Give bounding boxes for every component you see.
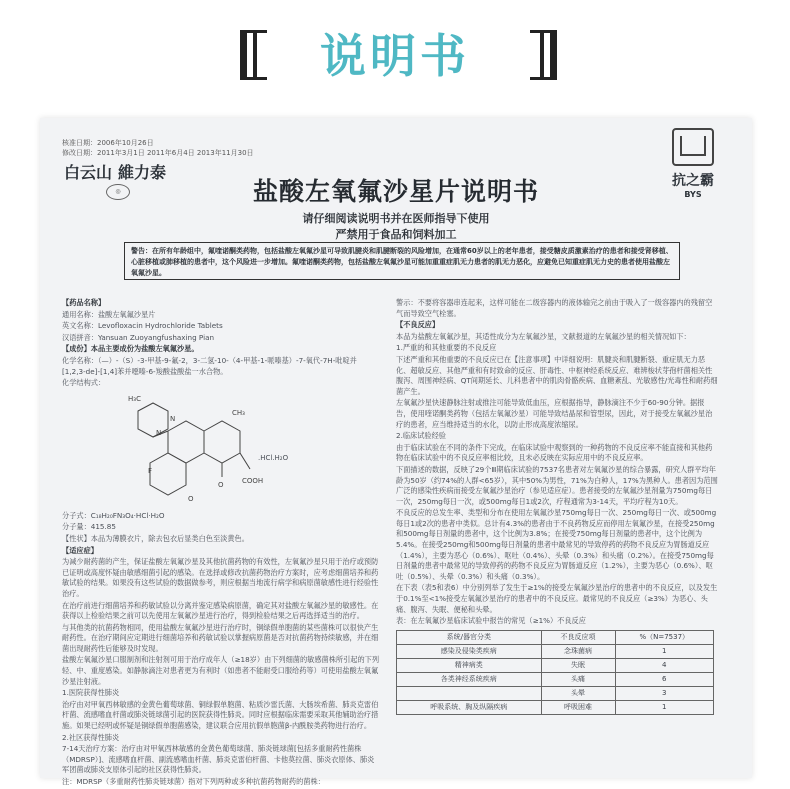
- indication-paragraph: 盐酸左氧氟沙星口服制剂和注射剂可用于治疗成年人（≥18岁）由下列细菌的敏感菌株所引起的下列轻、中、重度感染。如静脉滴注对患者更为有利时（如患者不能耐受口服给药等）可使用盐酸左氧氟沙星注射液。: [62, 655, 380, 686]
- banner: [0, 0, 790, 110]
- table-row: [397, 644, 714, 658]
- right-column: [396, 298, 718, 715]
- table-cell: 呼吸系统、胸及纵隔疾病: [397, 700, 542, 714]
- adverse-paragraph: 左氧氟沙星快速静脉注射或推注可能导致低血压，应根据指导，静脉滴注不少于60-90分钟。据报告，使用喹诺酮类药物（包括左氧氟沙星）可能导致结晶尿和管型尿，因此，对于接受左氧氟沙星治疗的患者，应当维持适当的水化，以防止形成高度浓缩尿。: [396, 398, 713, 429]
- banner-title: 说明书: [320, 29, 470, 83]
- indication-paragraph: 与其他类的抗菌药物相同，使用盐酸左氧氟沙星进行治疗时，铜绿假单胞菌的某些菌株可以很快产生耐药性。在治疗期间应定期进行细菌培养和药敏试验以掌握病原菌是否对抗菌药物持续敏感，并在细菌出现耐药性后能够及时发现。: [62, 622, 379, 653]
- table-cell: 4: [615, 658, 713, 672]
- adverse-paragraph: 不良反应的总发生率、类型和分布在使用左氧氟沙星750mg每日一次、250mg每日一次、或500mg每日1或2次的患者中类似。总计有4.3%的患者由于不良药物反应而停用左氧氟沙星，在接受250mg和500mg每日剂量的患者中，这个比例为3.8%；在接受750mg每日剂量的患者中，这个比例为5.4%。在接受250mg和500mg每日剂量的患者中最常见的导致停药的药物不良反应为胃肠道反应（1.4%），主要为恶心（0.6%）、呕吐（0.4%）、头晕（0.3%）和头痛（0.2%）。在接受750mg每日剂量的患者中最常见的导致停药的药物不良反应为胃肠道反应（1.2%），主要为恶心（0.6%）、呕吐（0.5%）、头晕（0.3%）和头痛（0.3%）。: [396, 508, 717, 581]
- svg-text:O: O: [188, 494, 194, 503]
- adverse-paragraph: 在下表（表5和表6）中分别列举了发生于≥1%的接受左氧氟沙星治疗的患者中的不良反应，以及发生于0.1%至<1%接受左氧氟沙星治疗的患者中的不良反应。最常见的不良反应（≥3%）为恶心、头痛、腹泻、失眠、便秘和头晕。: [396, 583, 718, 614]
- table-row: [397, 700, 714, 714]
- warning-box: 警告：在所有年龄组中，氟喹诺酮类药物，包括盐酸左氧氟沙星可导致肌腱炎和肌腱断裂的风险增加，在通常60岁以上的老年患者，接受糖皮质激素治疗的患者和接受肾移植、心脏移植或肺移植的患者中，这个风险进一步增加。氟喹诺酮类药物，包括盐酸左氧氟沙星可能加重重症肌无力患者的肌无力恶化，应避免已知重症肌无力史的患者使用盐酸左氧氟沙星。: [124, 242, 680, 280]
- molecular-weight: 分子量：415.85: [62, 522, 116, 532]
- approval-date-line: 核准日期：2006年10月26日: [62, 139, 154, 147]
- table-cell: 3: [615, 686, 713, 700]
- brand-bys: BYS: [684, 190, 702, 199]
- table-header-cell: 不良反应项: [541, 630, 615, 644]
- section-drug-name: 【药品名称】: [62, 298, 106, 307]
- english-name: 英文名称：Levofloxacin Hydrochloride Tablets: [62, 321, 223, 331]
- table-header-cell: 系统/器官分类: [397, 630, 542, 644]
- indication-subheading: 2.社区获得性肺炎: [62, 732, 120, 742]
- section-composition: 【成份】本品主要成份为盐酸左氧氟沙星。: [62, 344, 199, 354]
- table-cell: 1: [615, 644, 713, 658]
- indication-paragraph: 为减少耐药菌的产生，保证盐酸左氧氟沙星及其他抗菌药物的有效性，左氧氟沙星只用于治疗或预防已证明或高度怀疑由敏感细菌引起的感染。在选择或修改抗菌药物治疗方案时，应考虑细菌培养和药敏试验的结果。如果没有这些试验的数据做参考，则应根据当地流行病学和病原菌敏感性进行经验性治疗。: [62, 557, 379, 598]
- left-column: [62, 298, 380, 789]
- brand-weilitai: 維力泰: [118, 163, 167, 182]
- table-cell: 失眠: [541, 658, 615, 672]
- document-subtitle-usage: 请仔细阅读说明书并在医师指导下使用: [302, 212, 490, 225]
- table-header-cell: %（N=7537）: [615, 630, 713, 644]
- section-character: 【性状】本品为薄膜衣片，除去包衣后显类白色至淡黄色。: [62, 533, 249, 543]
- table-row: [397, 672, 714, 686]
- document-subtitle-food: 严禁用于食品和饲料加工: [335, 228, 457, 241]
- chemical-name: 化学名称：（—）-（S）-3-甲基-9-氟-2，3-二氢-10-（4-甲基-1-哌嗪基）-7-氧代-7H-吡啶并[1,2,3-de]-[1,4]苯并噁嗪-6-羧酸盐酸盐一水合物。: [62, 355, 357, 376]
- revision-date-line: 修改日期：2011年3月1日 2011年6月4日 2013年11月30日: [62, 149, 254, 157]
- adverse-paragraph: 由于临床试验在不同的条件下完成，在临床试验中观察到的一种药物的不良反应率不能直接和其他药物在临床试验中的不良反应率相比较，且未必反映在实际应用中的不良反应率。: [396, 442, 713, 463]
- table-row: [397, 686, 714, 700]
- brand-kangzhiba: 抗之霸: [672, 173, 714, 189]
- document-title: 盐酸左氧氟沙星片说明书: [252, 177, 539, 206]
- structure-label: 化学结构式：: [62, 378, 106, 388]
- table-cell: 头痛: [541, 672, 615, 686]
- svg-text:CH₃: CH₃: [232, 408, 245, 417]
- approval-dates: [62, 138, 254, 158]
- structure-drawing: [98, 391, 264, 509]
- table-cell: [397, 686, 542, 700]
- table-cell: 1: [615, 700, 713, 714]
- section-adverse-reactions: 【不良反应】: [396, 320, 440, 330]
- table-row: [397, 658, 714, 672]
- table-cell: 感染及侵染类疾病: [397, 644, 542, 658]
- svg-text:H₃C: H₃C: [128, 394, 141, 403]
- svg-text:N: N: [170, 414, 176, 423]
- table-cell: 呼吸困难: [541, 700, 615, 714]
- adverse-paragraph: 下面描述的数据，反映了29个Ⅲ期临床试验的7537名患者对左氧氟沙星的综合暴露，研究人群平均年龄为50岁（约74%的人群<65岁），其中50%为男性，71%为白种人，17%为黑种人。患者因为范围广泛的感染性疾病而接受左氧氟沙星治疗（参见适应症）。患者接受的左氧氟沙星剂量为750mg每日一次，250mg每日一次，或500mg每日1或2次，疗程通常为3-14天，平均疗程为10天。: [396, 464, 718, 506]
- section-indications: 【适应症】: [62, 545, 98, 555]
- adverse-reaction-table: [396, 630, 714, 715]
- indication-paragraph: 在治疗前进行细菌培养和药敏试验以分离并鉴定感染病原菌，确定其对盐酸左氧氟沙星的敏感性。在获得以上检验结果之前可以先使用左氧氟沙星进行治疗，得到检验结果之后再选择适当的治疗。: [62, 600, 379, 621]
- svg-text:O: O: [218, 480, 224, 489]
- seal-icon: ◎: [106, 184, 130, 200]
- indication-paragraph: 7-14天治疗方案：治疗由对甲氧西林敏感的金黄色葡萄球菌、肺炎链球菌[包括多重耐药性菌株（MDRSP）]、流感嗜血杆菌、副流感嗜血杆菌、肺炎克雷伯杆菌、卡他莫拉菌、肺炎衣原体、肺炎军团菌或肺炎支原体引起的社区获得性肺炎。: [62, 744, 375, 775]
- castle-logo-icon: [672, 128, 714, 166]
- structural-formula: [62, 391, 380, 509]
- air-embolism-warning: 警示：不要将容器串连起来，这样可能在二级容器内的液体输完之前由于吸入了一级容器内的残留空气而导致空气栓塞。: [396, 298, 713, 318]
- adverse-paragraph: 下述严重和其他重要的不良反应已在【注意事项】中详细说明：肌腱炎和肌腱断裂、重症肌无力恶化、超敏反应、其他严重和有时致命的反应、肝毒性、中枢神经系统反应、难辨梭状芽孢杆菌相关性腹泻、周围神经病、QT间期延长、儿科患者中的肌肉骨骼疾病、血糖紊乱、光敏感性/光毒性和耐药细菌产生。: [396, 354, 718, 396]
- right-bracket-icon: [530, 30, 557, 80]
- formula-salt-label: .HCl.H₂O: [258, 453, 289, 462]
- svg-text:F: F: [148, 466, 153, 475]
- indication-note: 注：MDRSP（多重耐药性肺炎链球菌）指对下列两种或多种抗菌药物耐药的菌株：: [62, 777, 325, 786]
- adverse-paragraph: 本品为盐酸左氧氟沙星，其适性成分为左氧氟沙星，文献报道的左氧氟沙星的相关情况如下：: [396, 331, 691, 341]
- table-cell: 各类神经系统疾病: [397, 672, 542, 686]
- brand-baiyunshan: 白云山: [64, 163, 113, 182]
- svg-text:COOH: COOH: [242, 476, 264, 485]
- pinyin-name: 汉语拼音：Yansuan Zuoyangfushaxing Pian: [62, 332, 215, 342]
- molecular-formula: 分子式：C₁₈H₂₀FN₃O₄·HCl·H₂O: [62, 510, 165, 520]
- leaflet-paper: [40, 118, 752, 786]
- adverse-subheading: 2.临床试验经验: [396, 431, 446, 441]
- table-caption: 表：在左氧氟沙星临床试验中报告的常见（≥1%）不良反应: [396, 616, 586, 626]
- adverse-subheading: 1.严重的和其他重要的不良反应: [396, 343, 497, 353]
- indication-subheading: 1.医院获得性肺炎: [62, 688, 120, 698]
- generic-name: 通用名称：盐酸左氧氟沙星片: [62, 309, 156, 319]
- table-cell: 6: [615, 672, 713, 686]
- table-header-row: [397, 630, 714, 644]
- indication-paragraph: 治疗由对甲氧西林敏感的金黄色葡萄球菌、铜绿假单胞菌、粘质沙雷氏菌、大肠埃希菌、肺炎克雷伯杆菌、流感嗜血杆菌或肺炎链球菌引起的医院获得性肺炎。同时应根据临床需要采取其他辅助治疗措施。如果已经明或怀疑是铜绿假单胞菌感染，建议联合应用抗假单胞菌β-内酰胺类药物进行治疗。: [62, 699, 379, 731]
- table-cell: 头晕: [541, 686, 615, 700]
- table-cell: 精神病类: [397, 658, 542, 672]
- svg-text:N: N: [156, 428, 162, 437]
- table-cell: 念珠菌病: [541, 644, 615, 658]
